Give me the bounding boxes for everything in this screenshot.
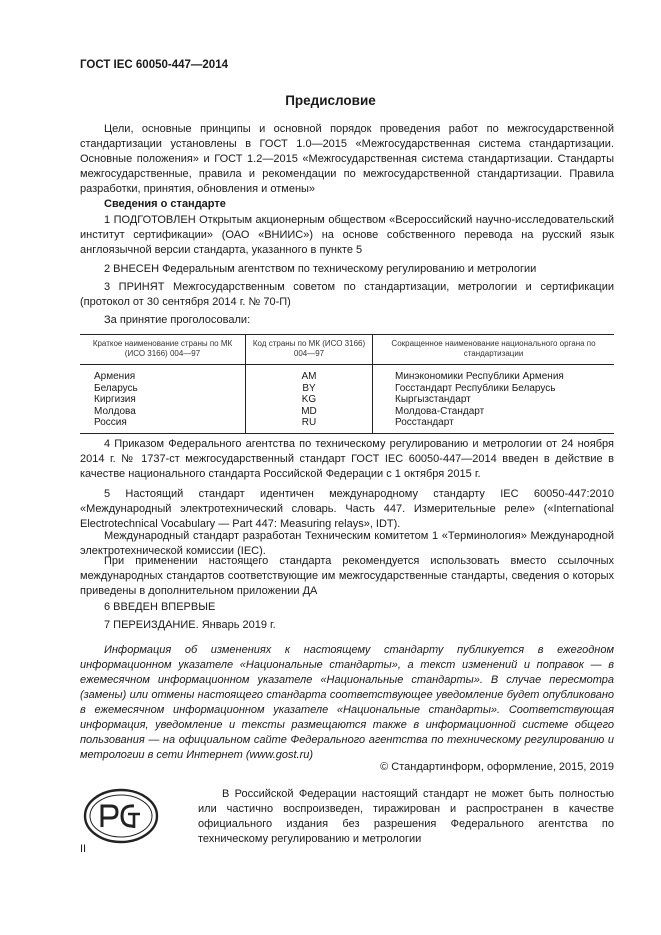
- voted-label: За принятие проголосовали:: [104, 314, 251, 326]
- change-notice: Информация об изменениях к настоящему стандарту публикуется в ежегодном информационном указателе «Национальные стандарты», а текст изменений и поправок — в ежемесячном информационном указателе «Национальные стандарты». В случае пересмотра (замены) или отмены настоящего стандарта соответствующее уведомление будет опубликовано в ежемесячном информационном указателе «Национальные стандарты». Соответствующая информация, уведомление и тексты размещаются также в информационной системе общего пользования — на официальном сайте Федерального агентства по техническому регулированию и метрологии в сети Интернет (www.gost.ru): [80, 644, 614, 761]
- body-cell: Госстандарт Республики Беларусь: [373, 383, 615, 395]
- body-cell: Минэкономики Республики Армения: [373, 365, 615, 383]
- rst-mark-icon: [82, 787, 160, 850]
- body-cell: Кыргызстандарт: [373, 394, 615, 406]
- section-heading: Сведения о стандарте: [104, 198, 226, 210]
- col-header-body: Сокращенное наименование национального органа по стандартизации: [373, 335, 615, 365]
- page-number: II: [80, 843, 87, 855]
- body-cell: Росстандарт: [373, 417, 615, 433]
- item-1: 1 ПОДГОТОВЛЕН Открытым акционерным обществом «Всероссийский научно-исследовательский институт сертификации» (ОАО «ВНИИС») на основе собственного перевода на русский язык англоязычной версии стандарта, указанного в пункте 5: [80, 214, 614, 256]
- item-5-references: При применении настоящего стандарта рекомендуется использовать вместо ссылочных международных стандартов соответствующие им межгосударственные стандарты, сведения о которых приведены в дополнительном приложении ДА: [80, 555, 614, 597]
- intro-paragraph: Цели, основные принципы и основной порядок проведения работ по межгосударственной стандартизации установлены в ГОСТ 1.0—2015 «Межгосударственная система стандартизации. Основные положения» и ГОСТ 1.2—2015 «Межгосударственная система стандартизации. Стандарты межгосударственные, правила и рекомендации по межгосударственной стандартизации. Правила разработки, принятия, обновления и отмены»: [80, 123, 614, 195]
- legal-notice: В Российской Федерации настоящий стандарт не может быть полностью или частично воспроизведен, тиражирован и распространен в качестве официального издания без разрешения Федерального агентства по техническому регулированию и метрологии: [198, 788, 614, 845]
- item-5-committee: Международный стандарт разработан Техническим комитетом 1 «Терминология» Международной электротехнической комиссии (IEC).: [80, 530, 614, 557]
- item-3: 3 ПРИНЯТ Межгосударственным советом по стандартизации, метрологии и сертификации (протокол от 30 сентября 2014 г. № 70-П): [80, 281, 614, 308]
- table-row: [80, 383, 614, 395]
- table-row: [80, 365, 614, 383]
- item-6: 6 ВВЕДЕН ВПЕРВЫЕ: [104, 601, 216, 613]
- country-cell: Беларусь: [94, 382, 138, 394]
- country-cell: Армения: [94, 371, 136, 382]
- code-cell: BY: [246, 383, 373, 395]
- item-7: 7 ПЕРЕИЗДАНИЕ. Январь 2019 г.: [104, 619, 276, 631]
- item-4: 4 Приказом Федерального агентства по техническому регулированию и метрологии от 24 ноября 2014 г. № 1737-ст межгосударственный стандарт ГОСТ IEC 60050-447—2014 введен в действие в качестве национального стандарта Российской Федерации с 1 октября 2015 г.: [80, 438, 614, 480]
- table-row: [80, 417, 614, 433]
- col-header-code: Код страны по МК (ИСО 3166) 004—97: [246, 335, 373, 365]
- country-cell: Россия: [80, 417, 246, 433]
- country-cell: Молдова: [94, 405, 136, 417]
- copyright: © Стандартинформ, оформление, 2015, 2019: [380, 761, 614, 773]
- code-cell: MD: [246, 406, 373, 418]
- col-header-country: Краткое наименование страны по МК (ИСО 3166) 004—97: [80, 335, 246, 365]
- country-cell: Киргизия: [94, 394, 136, 405]
- table-row: [80, 406, 614, 418]
- page-title: Предисловие: [285, 93, 376, 108]
- document-id: ГОСТ IEC 60050-447—2014: [80, 59, 228, 71]
- item-5: 5 Настоящий стандарт идентичен международному стандарту IEC 60050-447:2010 «Международный электротехнический словарь. Часть 447. Измерительные реле» («International Electrotechnical Vocabulary — Part 447: Measuring relays», IDT).: [80, 488, 614, 530]
- code-cell: KG: [246, 394, 373, 406]
- table-row: [80, 394, 614, 406]
- body-cell: Молдова-Стандарт: [373, 406, 615, 418]
- code-cell: AM: [246, 365, 373, 383]
- voting-table: [80, 334, 614, 434]
- code-cell: RU: [246, 417, 373, 433]
- item-2: 2 ВНЕСЕН Федеральным агентством по техническому регулированию и метрологии: [104, 263, 537, 275]
